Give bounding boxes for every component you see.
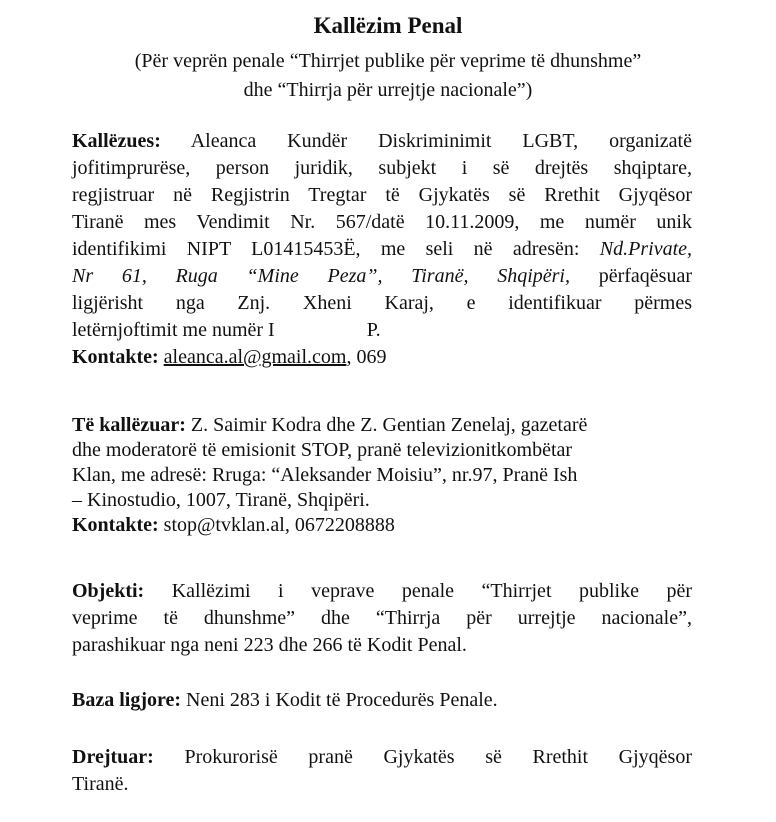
complainant-line-7: ligjërisht nga Znj. Xheni Karaj, e identifikuar përmes	[72, 292, 692, 314]
complainant-line-5: identifikimi NIPT L01415453Ë, me seli në adresën: Nd.Private,	[72, 238, 693, 260]
document-subtitle	[0, 47, 776, 105]
contact-email-link[interactable]: aleanca.al@gmail.com	[163, 346, 347, 368]
accused-contact-value: stop@tvklan.al, 0672208888	[163, 514, 395, 536]
complainant-line-8: letërnjoftimit me numër I P.	[72, 319, 381, 341]
complainant-line-2: jofitimprurëse, person juridik, subjekt i së drejtës shqiptare,	[72, 157, 692, 179]
accused-section	[72, 413, 692, 538]
legal-basis-section	[72, 687, 692, 714]
object-section	[72, 578, 692, 659]
addressed-line-1: Drejtuar: Prokurorisë pranë Gjykatës së Rrethit Gjyqësor	[72, 746, 693, 768]
addressed-to-section	[72, 744, 692, 798]
accused-line-2: dhe moderatorë të emisionit STOP, pranë televizionitkombëtar	[72, 439, 573, 461]
document-title: Kallëzim Penal	[313, 13, 463, 38]
accused-line-1: Të kallëzuar: Z. Saimir Kodra dhe Z. Gentian Zenelaj, gazetarë	[72, 414, 588, 436]
object-label: Objekti:	[72, 580, 145, 602]
accused-line-4: – Kinostudio, 1007, Tiranë, Shqipëri.	[72, 489, 370, 511]
complainant-line-1: Kallëzues: Aleanca Kundër Diskriminimit LGBT, organizatë	[72, 130, 692, 152]
addressed-line-2: Tiranë.	[72, 773, 129, 795]
complainant-line-6: Nr 61, Ruga “Mine Peza”, Tiranë, Shqipëri, përfaqësuar	[72, 265, 692, 287]
complainant-line-3: regjistruar në Regjistrin Tregtar të Gjykatës së Rrethit Gjyqësor	[72, 184, 692, 206]
legal-basis-label: Baza ligjore:	[72, 689, 182, 711]
complainant-line-4: Tiranë mes Vendimit Nr. 567/datë 10.11.2009, me numër unik	[72, 211, 692, 233]
complainant-label: Kallëzues:	[72, 130, 161, 152]
subtitle-line-1: (Për veprën penale “Thirrjet publike për veprime të dhunshme”	[134, 50, 642, 72]
object-line-3: parashikuar nga neni 223 dhe 266 të Kodit Penal.	[72, 634, 467, 656]
accused-contact	[72, 513, 692, 538]
accused-label: Të kallëzuar:	[72, 414, 186, 436]
subtitle-line-2: dhe “Thirrja për urrejtje nacionale”)	[243, 79, 533, 101]
complainant-contact	[72, 344, 692, 371]
contact-label: Kontakte:	[72, 346, 159, 368]
contact-phone: , 069	[346, 346, 387, 368]
accused-line-3: Klan, me adresë: Rruga: “Aleksander Moisiu”, nr.97, Pranë Ish	[72, 464, 578, 486]
addressed-label: Drejtuar:	[72, 746, 154, 768]
accused-contact-label: Kontakte:	[72, 514, 159, 536]
complainant-section	[72, 128, 692, 371]
legal-basis-line: Baza ligjore: Neni 283 i Kodit të Procedurës Penale.	[72, 689, 498, 711]
object-line-2: veprime të dhunshme” dhe “Thirrja për urrejtje nacionale”,	[72, 607, 692, 629]
object-line-1: Objekti: Kallëzimi i veprave penale “Thirrjet publike për	[72, 580, 692, 602]
